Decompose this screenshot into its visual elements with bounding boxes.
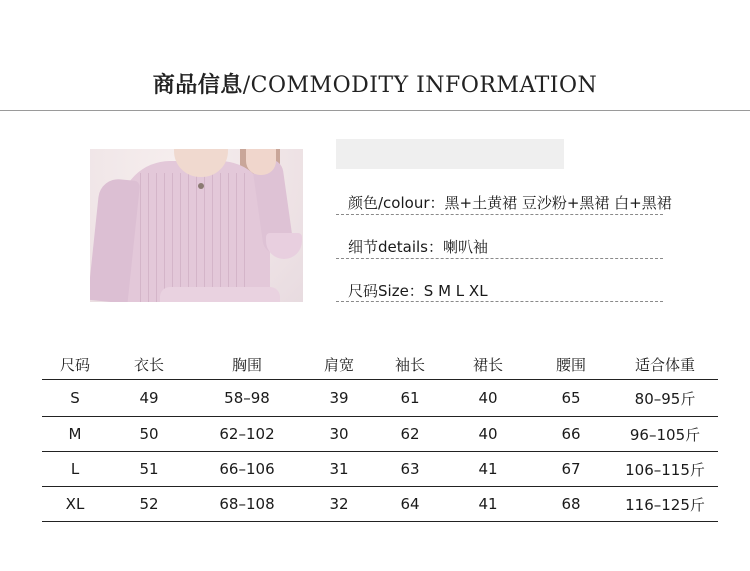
page-title	[0, 68, 750, 99]
header-size: 尺码	[42, 350, 108, 380]
table-cell: 61	[374, 380, 446, 417]
table-row	[42, 487, 718, 522]
header-weight: 适合体重	[612, 350, 718, 380]
colour-row	[348, 192, 672, 213]
table-cell: 66	[530, 417, 612, 452]
table-cell: 68–108	[190, 487, 304, 522]
table-cell: 64	[374, 487, 446, 522]
header-bust: 胸围	[190, 350, 304, 380]
header-waist: 腰围	[530, 350, 612, 380]
table-row	[42, 380, 718, 417]
colour-value: 黑+土黄裙 豆沙粉+黑裙 白+黑裙	[444, 194, 672, 212]
product-photo	[90, 149, 303, 302]
table-cell: 67	[530, 452, 612, 487]
title-divider	[0, 110, 750, 111]
details-divider	[336, 258, 663, 259]
table-cell: S	[42, 380, 108, 417]
details-label: 细节details：	[348, 238, 443, 256]
table-cell: 30	[304, 417, 374, 452]
table-cell: 58–98	[190, 380, 304, 417]
table-header-row	[42, 350, 718, 380]
header-sleeve: 袖长	[374, 350, 446, 380]
table-cell: 116–125斤	[612, 487, 718, 522]
table-cell: 68	[530, 487, 612, 522]
table-cell: 52	[108, 487, 190, 522]
title-chinese: 商品信息	[152, 72, 243, 98]
table-row	[42, 417, 718, 452]
header-skirt-length: 裙长	[446, 350, 530, 380]
table-cell: 80–95斤	[612, 380, 718, 417]
table-cell: 31	[304, 452, 374, 487]
table-cell: 62–102	[190, 417, 304, 452]
title-separator: /	[242, 73, 251, 98]
table-cell: 41	[446, 487, 530, 522]
table-cell: 50	[108, 417, 190, 452]
header-shoulder: 肩宽	[304, 350, 374, 380]
table-cell: 51	[108, 452, 190, 487]
table-cell: 62	[374, 417, 446, 452]
size-label: 尺码Size：	[348, 282, 424, 300]
table-cell: 65	[530, 380, 612, 417]
table-cell: 40	[446, 380, 530, 417]
table-cell: 41	[446, 452, 530, 487]
table-cell: XL	[42, 487, 108, 522]
table-cell: 49	[108, 380, 190, 417]
title-english: COMMODITY INFORMATION	[250, 73, 598, 98]
table-cell: 39	[304, 380, 374, 417]
details-value: 喇叭袖	[442, 238, 488, 256]
table-cell: 63	[374, 452, 446, 487]
size-divider	[336, 301, 663, 302]
table-cell: M	[42, 417, 108, 452]
table-cell: 40	[446, 417, 530, 452]
details-row	[348, 236, 488, 257]
table-cell: 66–106	[190, 452, 304, 487]
size-chart-table	[42, 350, 718, 522]
table-cell: L	[42, 452, 108, 487]
size-row	[348, 280, 488, 301]
table-cell: 106–115斤	[612, 452, 718, 487]
table-cell: 32	[304, 487, 374, 522]
colour-divider	[336, 214, 663, 215]
info-header-bar	[336, 139, 564, 169]
table-row	[42, 452, 718, 487]
colour-label: 颜色/colour：	[348, 194, 445, 212]
table-cell: 96–105斤	[612, 417, 718, 452]
size-value: S M L XL	[423, 282, 488, 300]
header-length: 衣长	[108, 350, 190, 380]
